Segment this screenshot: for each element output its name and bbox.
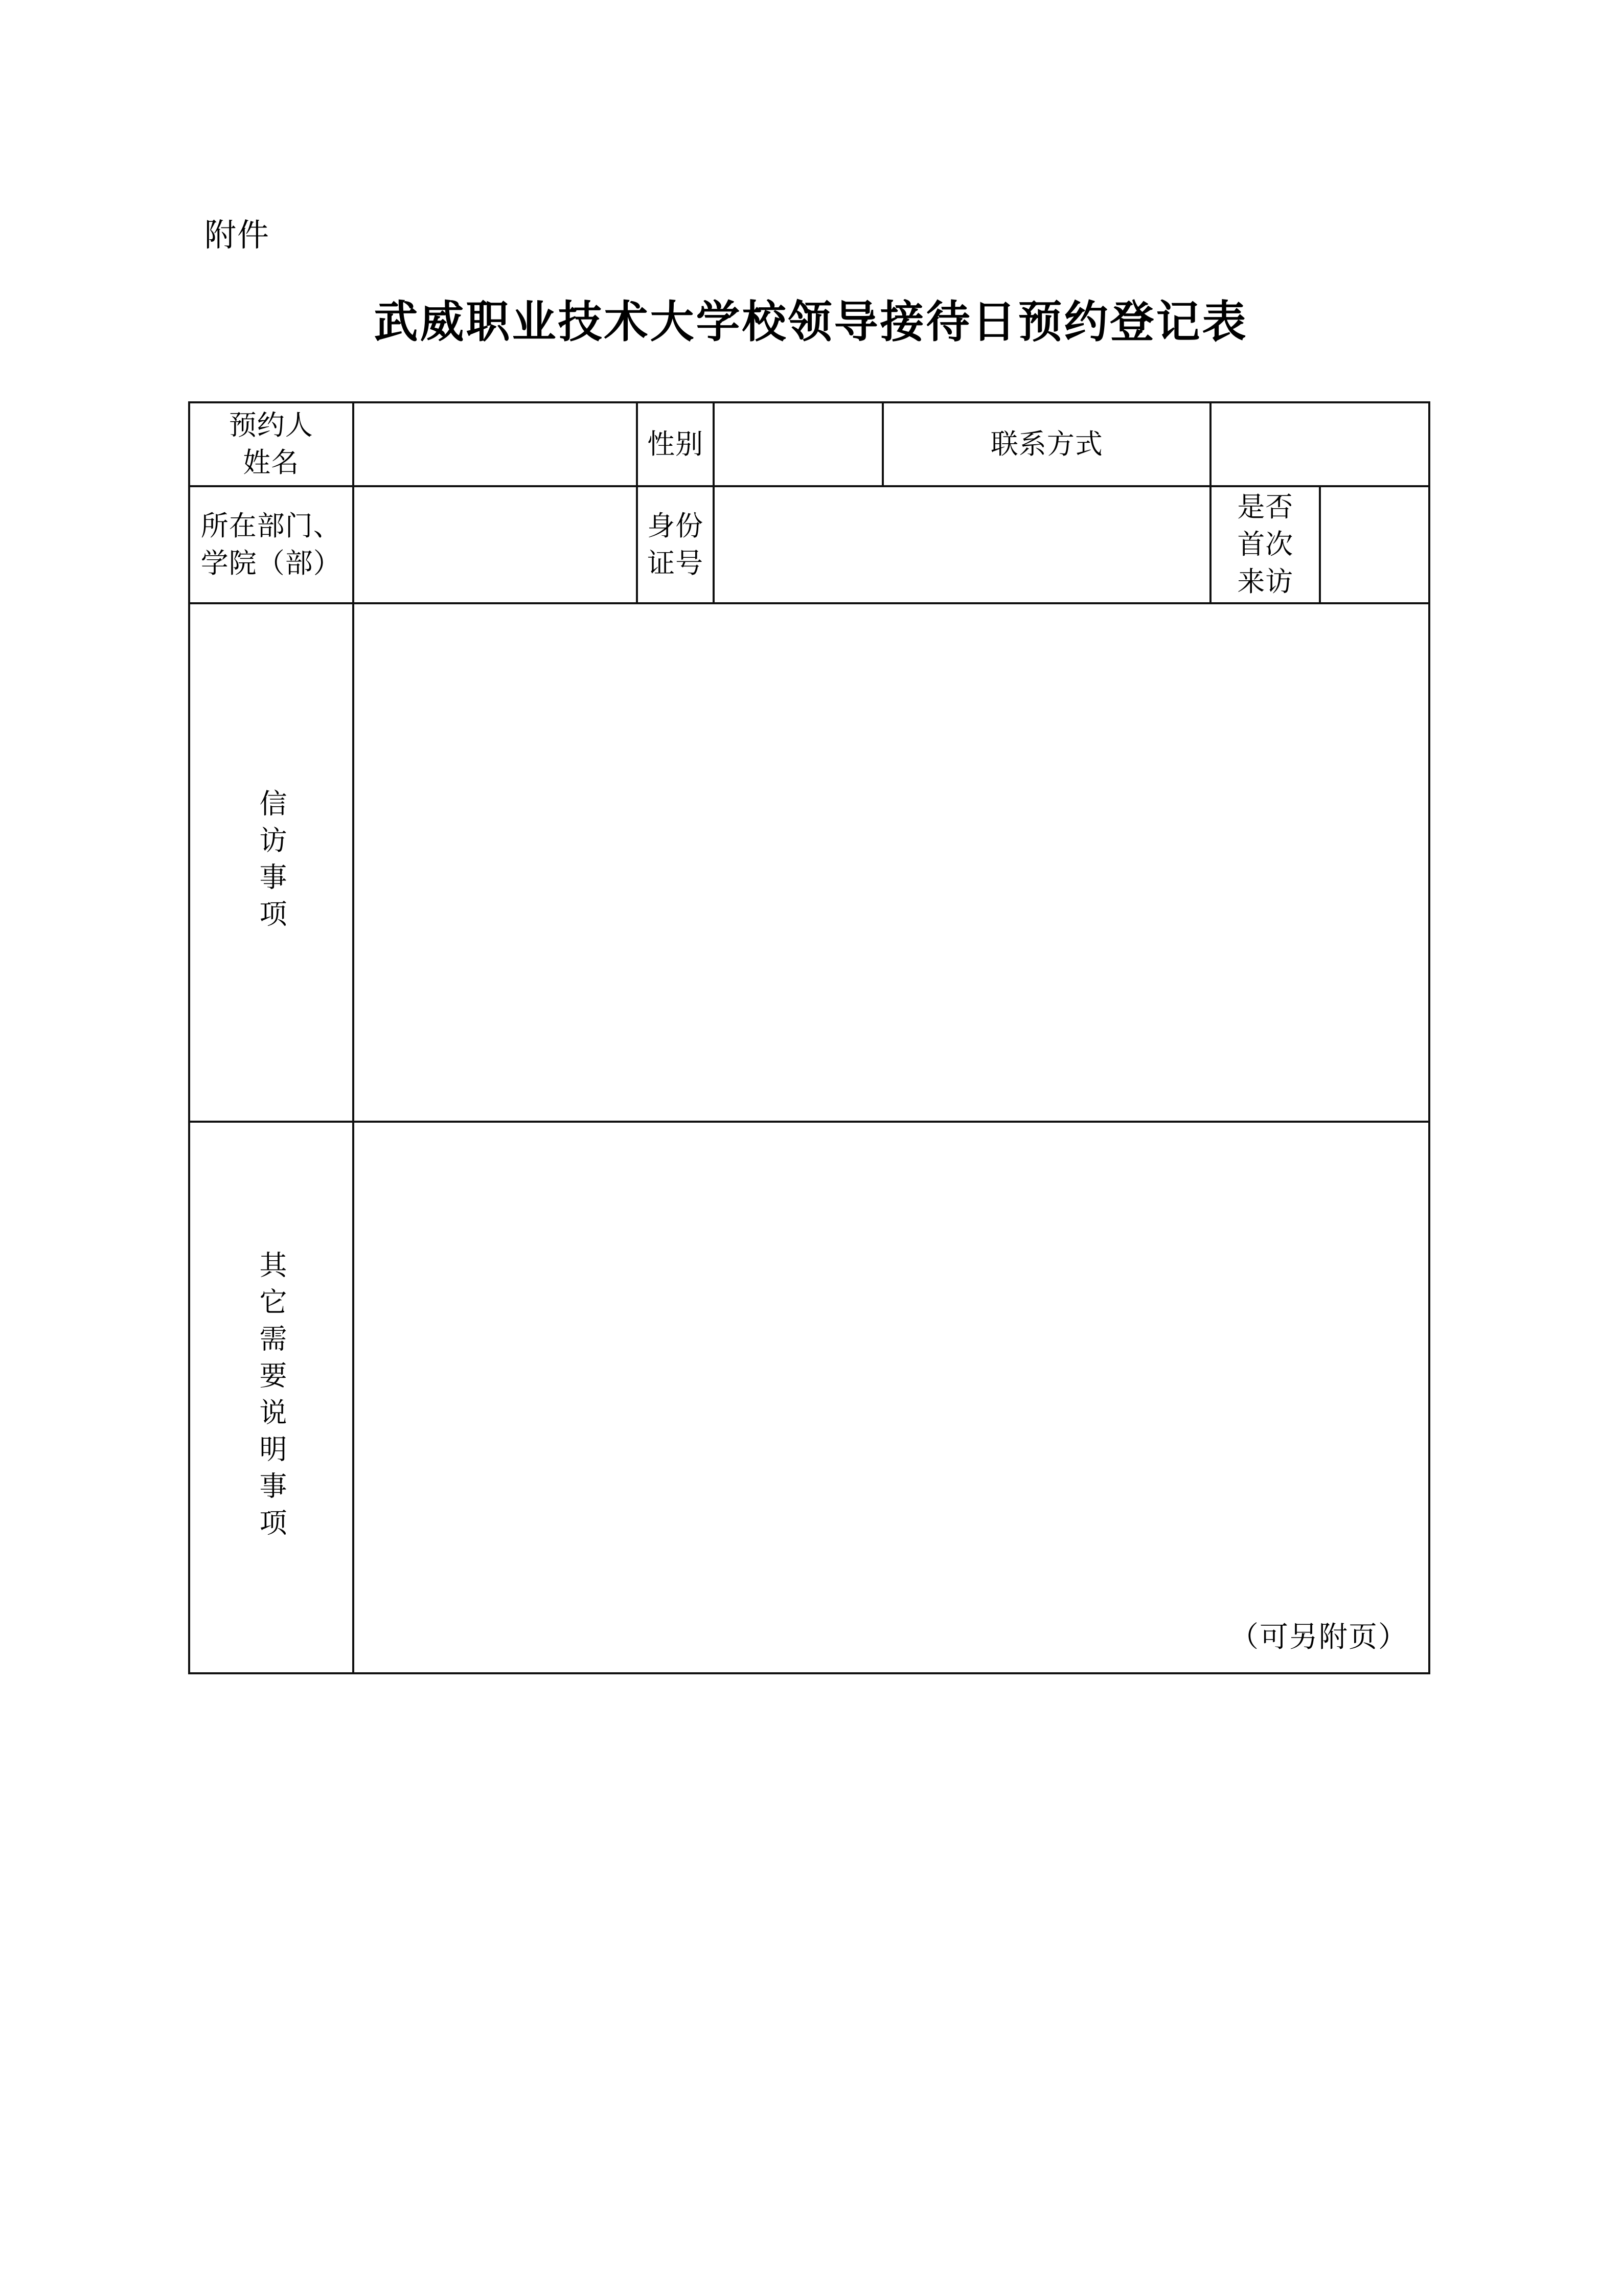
appointment-registration-table — [188, 401, 1430, 1674]
first-visit-label-line1: 是否 — [1237, 491, 1294, 524]
gender-input[interactable] — [714, 402, 883, 486]
attachment-label: 附件 — [204, 216, 270, 254]
department-label-line1: 所在部门、 — [200, 509, 341, 542]
id-number-input[interactable] — [714, 486, 1211, 603]
petition-matters-label-text: 信访事项 — [255, 789, 287, 936]
id-number-label-line2: 证号 — [647, 547, 704, 579]
gender-label: 性别 — [637, 402, 714, 486]
applicant-name-label-line2: 姓名 — [243, 446, 300, 479]
id-number-label — [637, 486, 714, 603]
department-input[interactable] — [353, 486, 637, 603]
table-row — [189, 1122, 1429, 1673]
first-visit-label-line2: 首次 — [1237, 528, 1294, 561]
contact-label: 联系方式 — [883, 402, 1210, 486]
applicant-name-input[interactable] — [353, 402, 637, 486]
first-visit-label — [1210, 486, 1320, 603]
table-row — [189, 486, 1429, 603]
contact-input[interactable] — [1210, 402, 1429, 486]
table-row — [189, 402, 1429, 486]
id-number-label-line1: 身份 — [647, 509, 704, 542]
department-label — [189, 486, 353, 603]
other-notes-label — [189, 1122, 353, 1673]
applicant-name-label — [189, 402, 353, 486]
first-visit-label-line3: 来访 — [1237, 565, 1294, 598]
table-row — [189, 603, 1429, 1122]
other-notes-input[interactable] — [353, 1122, 1429, 1673]
other-notes-label-text: 其它需要说明事项 — [255, 1250, 287, 1545]
first-visit-input[interactable] — [1320, 486, 1429, 603]
petition-matters-label — [189, 603, 353, 1122]
department-label-line2: 学院（部） — [200, 547, 341, 579]
petition-matters-input[interactable] — [353, 603, 1429, 1122]
applicant-name-label-line1: 预约人 — [229, 409, 313, 442]
attachment-note: （可另附页） — [1230, 1621, 1408, 1654]
page-title: 武威职业技术大学校领导接待日预约登记表 — [374, 296, 1248, 348]
